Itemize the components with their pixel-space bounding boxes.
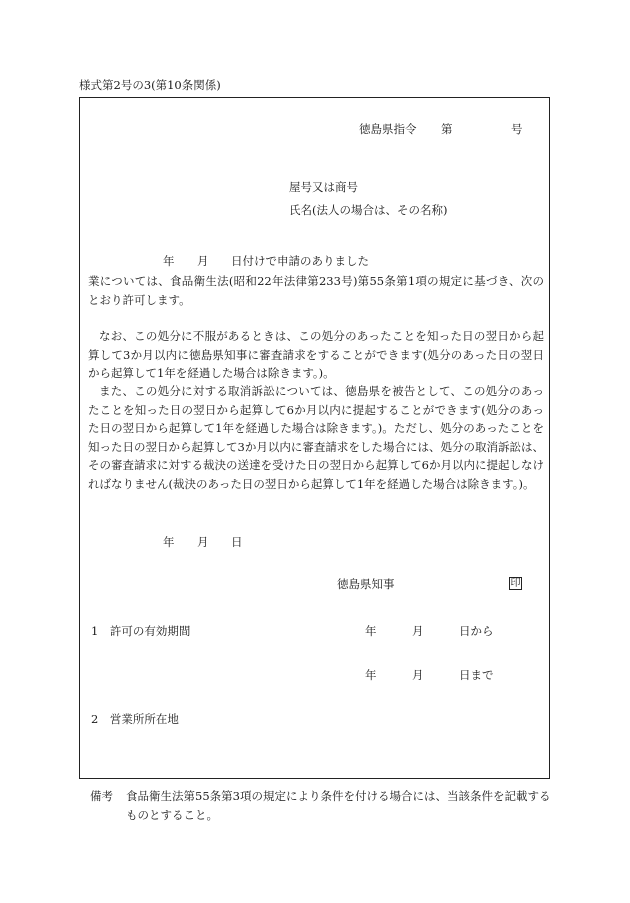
governor-title: 徳島県知事 xyxy=(337,577,395,591)
validity-from-year: 年 xyxy=(365,624,377,638)
validity-from-month: 月 xyxy=(412,624,424,638)
issue-year: 年 xyxy=(163,535,175,549)
designation-prefix: 徳島県指令 xyxy=(359,122,417,136)
item1-label: 1 許可の有効期間 xyxy=(91,624,191,638)
appeal-text-2: また、この処分に対する取消訴訟については、徳島県を被告として、この処分のあったことを知った日の翌日から起算して6か月以内に提起することができます(処分のあった日の翌日から起算して1年を経過した場合は除きます。)。ただし、処分のあったことを知った日の翌日から起算して3か月以内に審査請求をした場合には、処分の取消訴訟は、その審査請求に対する裁決の送達を受けた日の翌日から起算して6か月以内に提起しなければなりません(裁決のあった日の翌日から起算して1年を経過した場合は除きます。)。 xyxy=(88,384,544,491)
application-year: 年 xyxy=(163,254,175,268)
application-month: 月 xyxy=(197,254,209,268)
designation-dai: 第 xyxy=(441,122,453,136)
issue-day: 日 xyxy=(231,535,243,549)
validity-to-suffix: 日まで xyxy=(459,668,494,682)
appeal-text-1: なお、この処分に不服があるときは、この処分のあったことを知った日の翌日から起算して3か月以内に徳島県知事に審査請求をすることができます(処分のあった日の翌日から起算して1年を経過した場合は除きます。)。 xyxy=(88,329,544,380)
seal-mark: 印 xyxy=(510,578,521,589)
form-label: 様式第2号の3(第10条関係) xyxy=(79,78,221,92)
applicant-name-label: 氏名(法人の場合は、その名称) xyxy=(289,203,448,217)
remarks-text: 食品衛生法第55条第3項の規定により条件を付ける場合には、当該条件を記載するものとすること。 xyxy=(126,789,551,822)
permit-text: 業については、食品衛生法(昭和22年法律第233号)第55条第1項の規定に基づき、次のとおり許可します。 xyxy=(88,274,544,307)
application-day-text: 日付けで申請のありました xyxy=(231,254,369,268)
validity-from-suffix: 日から xyxy=(459,624,494,638)
designation-go: 号 xyxy=(511,122,523,136)
validity-to-month: 月 xyxy=(412,668,424,682)
item2-label: 2 営業所所在地 xyxy=(91,712,179,726)
trade-name-label: 屋号又は商号 xyxy=(289,180,358,194)
issue-month: 月 xyxy=(197,535,209,549)
validity-to-year: 年 xyxy=(365,668,377,682)
remarks-label: 備考 xyxy=(90,789,113,803)
